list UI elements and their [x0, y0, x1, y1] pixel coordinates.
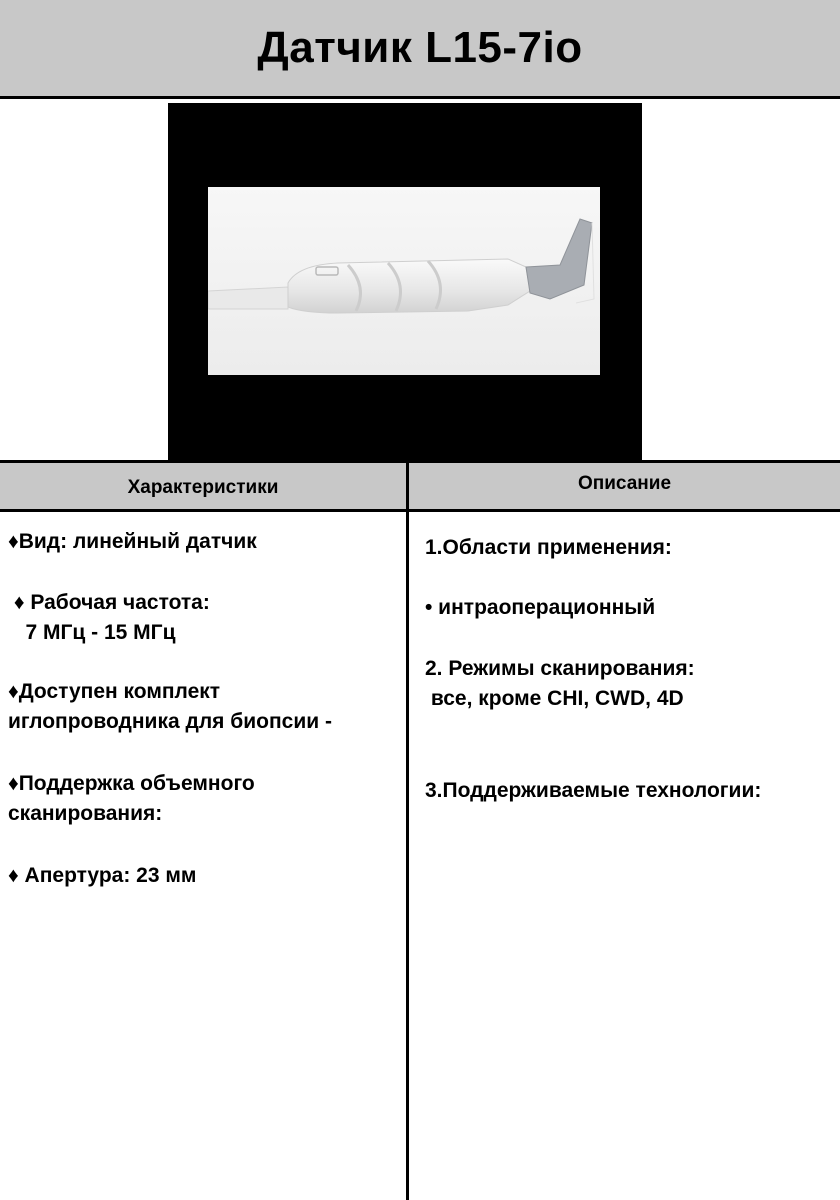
product-photo-frame	[168, 103, 642, 460]
spec-type: ♦Вид: линейный датчик	[8, 530, 257, 553]
spec-table	[0, 460, 840, 1200]
desc-modes-heading: 2. Режимы сканирования:	[425, 657, 695, 680]
column-divider	[406, 463, 409, 1200]
spec-volume-line-2: сканирования:	[8, 802, 163, 825]
page-title: Датчик L15-7io	[257, 23, 583, 72]
title-bar	[0, 0, 840, 99]
spec-volume-line-1: ♦Поддержка объемного	[8, 772, 255, 795]
spec-frequency-value: 7 МГц - 15 МГц	[8, 621, 176, 644]
column-header-characteristics: Характеристики	[127, 477, 279, 498]
product-photo	[208, 187, 600, 375]
column-header-description: Описание	[577, 473, 672, 494]
spec-aperture: ♦ Апертура: 23 мм	[8, 864, 197, 887]
probe-illustration	[208, 187, 600, 375]
desc-applications-heading: 1.Области применения:	[425, 536, 672, 559]
desc-technologies-heading: 3.Поддерживаемые технологии:	[425, 779, 762, 802]
spec-frequency-label: ♦ Рабочая частота:	[8, 591, 210, 614]
desc-application-item: • интраоперационный	[425, 596, 656, 619]
desc-modes-value: все, кроме CHI, CWD, 4D	[425, 687, 684, 710]
spec-biopsy-line-2: иглопроводника для биопсии -	[8, 710, 332, 733]
spec-biopsy-line-1: ♦Доступен комплект	[8, 680, 221, 703]
